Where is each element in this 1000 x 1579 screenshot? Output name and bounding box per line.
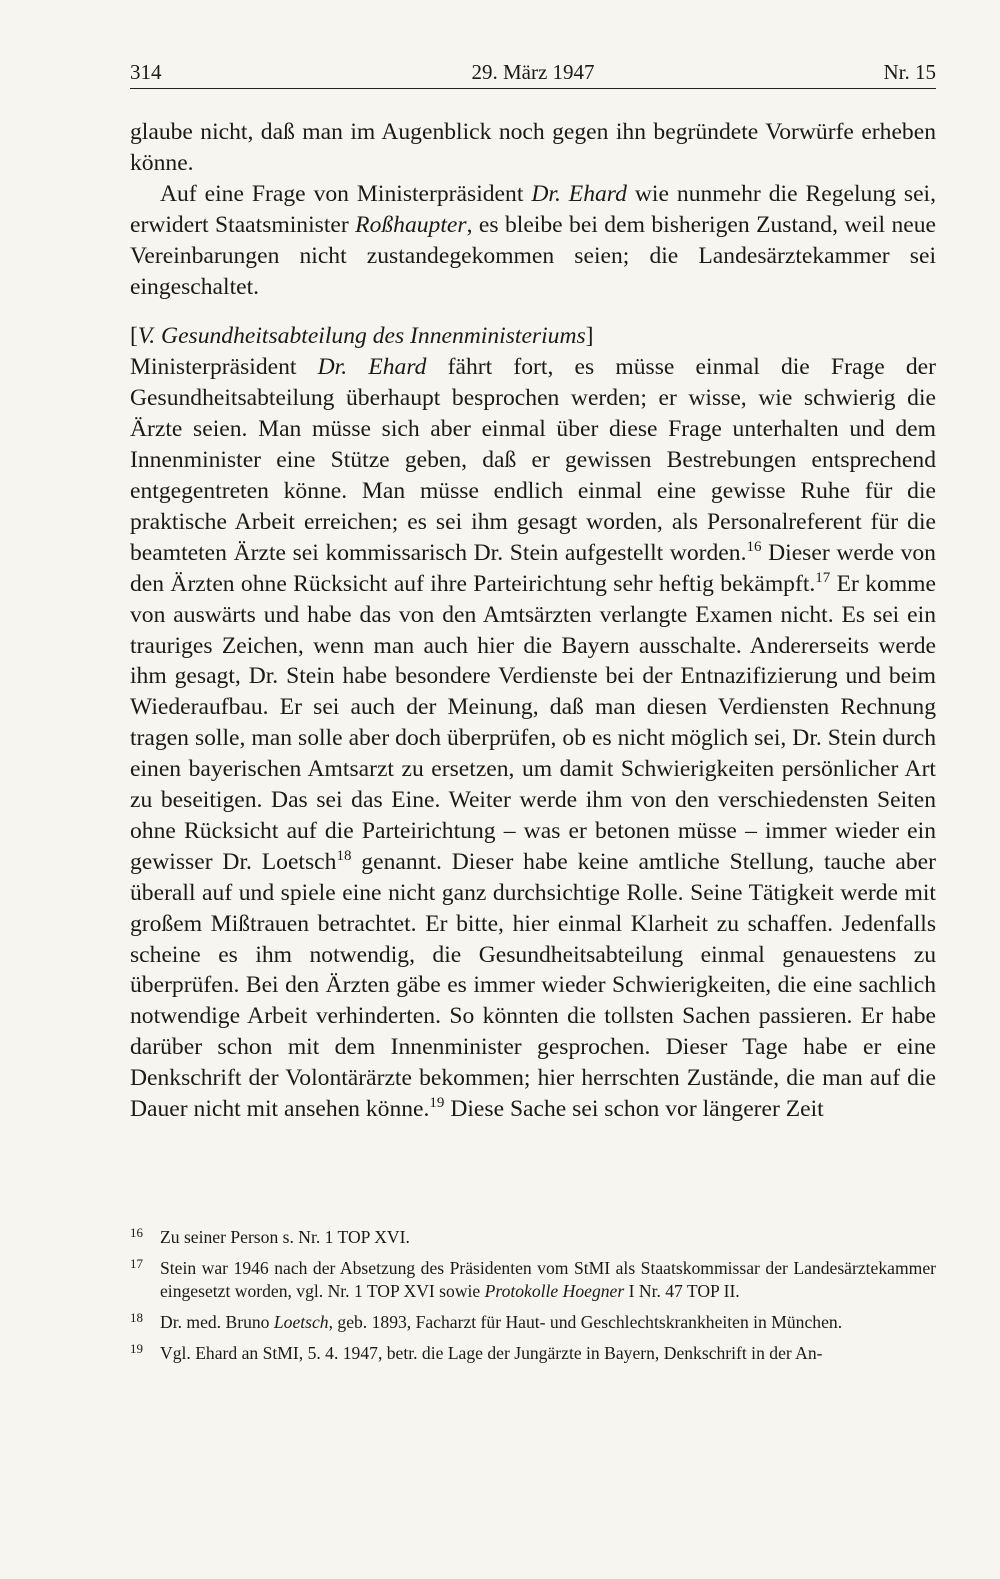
person-name: Dr. Ehard xyxy=(531,180,627,207)
running-header xyxy=(130,56,936,89)
text-run: genannt. Dieser habe keine amtliche Stellung, tauche aber überall auf und spiele eine nicht ganz durchsichtige Rolle. Seine Tätigkeit werde mit großem Mißtrauen betrachtet. Er bitte, hier einmal Klarheit zu schaffen. Jedenfalls scheine es ihm notwendig, die Gesundheitsabteilung einmal genauestens zu überprüfen. Bei den Ärzten gäbe es immer wieder Schwierigkeiten, die eine sachlich notwendige Arbeit verhinderten. So könnten die tollsten Sachen passieren. Er habe darüber schon mit dem Innenminister gesprochen. Dieser Tage habe er eine Denkschrift der Volontärärzte bekommen; hier herrschten Zustände, die man auf die Dauer nicht mit ansehen könne. xyxy=(130,848,937,1123)
person-name: Loetsch xyxy=(273,1312,329,1332)
footnote-text: Dr. med. Bruno xyxy=(160,1312,274,1332)
footnotes xyxy=(130,1226,936,1373)
footnote-text: Zu seiner Person s. Nr. 1 TOP XVI. xyxy=(160,1227,410,1247)
text-run: Ministerpräsident xyxy=(130,354,318,381)
document-number: Nr. 15 xyxy=(883,60,936,84)
text-run: , es bleibe bei dem bisherigen Zustand, weil neue Vereinbarungen nicht zustandegekommen seien; die Landesärztekammer sei eingeschaltet. xyxy=(130,211,936,300)
text-run: Diese Sache sei schon vor längerer Zeit xyxy=(444,1096,824,1123)
footnote-number: 17 xyxy=(130,1256,143,1271)
footnote-18 xyxy=(130,1311,936,1334)
text-run: Er komme von auswärts und habe das von den Amtsärzten verlangte Examen nicht. Es sei ein trauriges Zeichen, wenn man auch hier die Bayern ausschalte. Andererseits werde ihm gesagt, Dr. Stein habe besondere Verdienste bei der Entnazifizierung und beim Wiederaufbau. Er sei auch der Meinung, daß man diesen Verdiensten Rechnung tragen solle, man solle aber doch überprüfen, ob es nicht möglich sei, Dr. Stein durch einen bayerischen Amtsarzt zu ersetzen, um damit Schwierigkeiten persönlicher Art zu beseitigen. Das sei das Eine. Weiter werde ihm von den verschiedensten Seiten ohne Rücksicht auf die Parteirichtung – was er betonen müsse – immer wieder ein gewisser Dr. Loetsch xyxy=(130,570,937,875)
footnote-19 xyxy=(130,1342,936,1365)
footnote-ref[interactable]: 19 xyxy=(429,1095,445,1112)
paragraph-continuation: glaube nicht, daß man im Augenblick noch gegen ihn begründete Vorwürfe erheben könne. xyxy=(130,119,936,176)
footnote-ref[interactable]: 16 xyxy=(746,538,762,555)
footnote-text: , geb. 1893, Facharzt für Haut- und Geschlechtskrankheiten in München. xyxy=(328,1312,843,1332)
footnote-ref[interactable]: 18 xyxy=(336,847,352,864)
text-run: wie nunmehr die Regelung sei, erwidert Staatsminister xyxy=(130,180,937,238)
bracket: [ xyxy=(130,323,138,350)
paragraph-main xyxy=(130,352,936,1125)
bracket: ] xyxy=(585,323,594,350)
main-text xyxy=(130,117,936,1125)
footnote-17 xyxy=(130,1257,936,1303)
text-run: Dieser werde von den Ärzten ohne Rücksicht auf ihre Parteirichtung sehr heftig bekämpft. xyxy=(130,539,936,597)
section-heading xyxy=(130,321,936,352)
footnote-text: I Nr. 47 TOP II. xyxy=(624,1281,740,1301)
person-name: Roßhaupter xyxy=(355,211,467,238)
document-page xyxy=(130,0,936,1579)
paragraph-question xyxy=(130,179,936,303)
footnote-16 xyxy=(130,1226,936,1249)
header-date: 29. März 1947 xyxy=(471,60,595,84)
footnote-number: 16 xyxy=(130,1225,143,1240)
section-heading-title: V. Gesundheitsabteilung des Innenministeriums xyxy=(137,323,586,350)
page-number: 314 xyxy=(130,60,162,84)
footnote-number: 18 xyxy=(130,1310,143,1325)
footnote-number: 19 xyxy=(130,1341,143,1356)
text-run: fährt fort, es müsse einmal die Frage der Gesundheitsabteilung überhaupt besprochen werden; er wisse, wie schwierig die Ärzte seien. Man müsse sich aber einmal über diese Frage unterhalten und dem Innenminister eine Stütze geben, daß er gewissen Bestrebungen entsprechend entgegentreten könne. Man müsse endlich einmal eine gewisse Ruhe für die praktische Arbeit erreichen; es sei ihm gesagt worden, als Personalreferent für die beamteten Ärzte sei kommissarisch Dr. Stein aufgestellt worden. xyxy=(130,354,937,566)
footnote-text: Vgl. Ehard an StMI, 5. 4. 1947, betr. die Lage der Jungärzte in Bayern, Denkschrift in der An- xyxy=(160,1343,823,1363)
footnote-citation: Protokolle Hoegner xyxy=(484,1281,625,1301)
text-run: Auf eine Frage von Ministerpräsident xyxy=(160,180,532,207)
footnote-ref[interactable]: 17 xyxy=(815,569,831,586)
footnote-text: Stein war 1946 nach der Absetzung des Präsidenten vom StMI als Staatskommissar der Landesärztekammer eingesetzt worden, vgl. Nr. 1 TOP XVI sowie xyxy=(160,1258,936,1301)
person-name: Dr. Ehard xyxy=(317,354,427,381)
